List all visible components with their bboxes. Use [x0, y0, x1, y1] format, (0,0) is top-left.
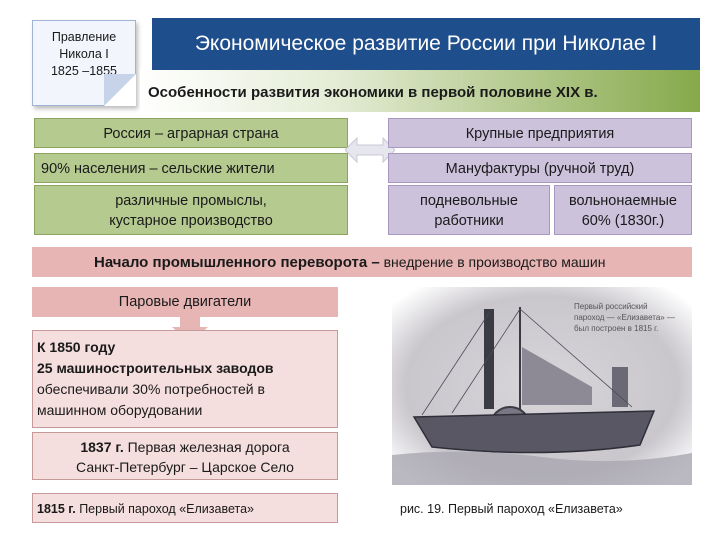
y1850-line1: К 1850 году — [37, 339, 116, 355]
reign-name: Никола I — [59, 47, 109, 61]
reign-note — [32, 20, 136, 106]
steamship-text: Первый пароход «Елизавета» — [75, 502, 254, 516]
railway-box — [32, 432, 338, 480]
crafts-line1: различные промыслы, — [115, 193, 267, 209]
y1850-line3: обеспечивали 30% потребностей в — [37, 381, 265, 397]
railway-line2: Санкт-Петербург – Царское Село — [76, 459, 294, 475]
manufactures-box: Мануфактуры (ручной труд) — [388, 153, 692, 183]
crafts-line2: кустарное производство — [109, 213, 273, 229]
large-enterprises-box: Крупные предприятия — [388, 118, 692, 148]
reign-label: Правление — [51, 30, 117, 44]
slide-subtitle: Особенности развития экономики в первой половине XIX в. — [140, 70, 700, 112]
agrarian-box: Россия – аграрная страна — [34, 118, 348, 148]
forced-workers-box — [388, 185, 550, 235]
industrial-bold: Начало промышленного переворота – — [94, 254, 380, 271]
smokestack — [484, 309, 494, 409]
page-fold-decoration — [104, 74, 136, 106]
forced-line1: подневольные — [420, 193, 518, 209]
inset-line3: был построен в 1815 г. — [574, 324, 659, 333]
inset-line1: Первый российский — [574, 302, 648, 311]
steamship-illustration — [392, 287, 692, 485]
population-box: 90% населения – сельские жители — [34, 153, 348, 183]
y1850-line2: 25 машиностроительных заводов — [37, 360, 274, 376]
steamship-year: 1815 г. — [37, 502, 76, 516]
industrial-rest: внедрение в производство машин — [379, 254, 606, 270]
forced-line2: работники — [434, 213, 504, 229]
steam-engines-box: Паровые двигатели — [32, 287, 338, 317]
slide-title: Экономическое развитие России при Николае I — [152, 18, 700, 70]
railway-text: Первая железная дорога — [123, 439, 290, 455]
inset-line2: пароход — «Елизавета» — — [574, 313, 675, 322]
steamship-box — [32, 493, 338, 523]
railway-year: 1837 г. — [80, 439, 124, 455]
hull — [414, 411, 654, 453]
hired-line2: 60% (1830г.) — [581, 213, 665, 229]
crafts-box — [34, 185, 348, 235]
y1850-line4: машинном оборудовании — [37, 402, 203, 418]
industrial-revolution-banner — [32, 247, 692, 277]
figure-caption: рис. 19. Первый пароход «Елизавета» — [400, 502, 623, 516]
hired-line1: вольнонаемные — [569, 193, 677, 209]
reign-years: 1825 –1855 — [50, 64, 118, 78]
railway-line1 — [33, 437, 337, 457]
factories-1850-box — [32, 330, 338, 428]
hired-workers-box — [554, 185, 692, 235]
